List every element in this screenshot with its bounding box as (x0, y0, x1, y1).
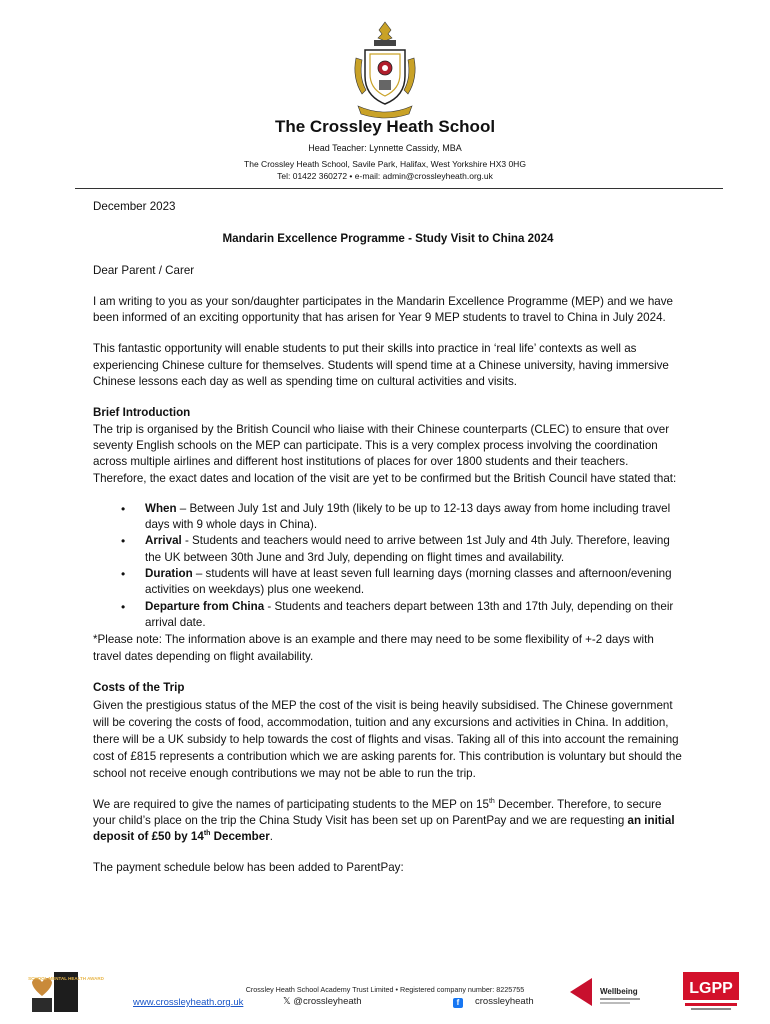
school-contact: Tel: 01422 360272 • e-mail: admin@crossleyheath.org.uk (277, 171, 493, 181)
letter-date: December 2023 (93, 200, 176, 213)
req-sup-1: th (488, 797, 495, 805)
lgpp-text: LGPP (689, 980, 733, 997)
deposit-text: an initial deposit of £50 by 14 (93, 813, 675, 844)
list-item-term: Arrival (145, 534, 182, 548)
head-teacher: Head Teacher: Lynnette Cassidy, MBA (308, 143, 462, 153)
facebook-handle-wrap[interactable] (453, 996, 534, 1008)
x-icon: 𝕏 (283, 996, 294, 1007)
list-item-term: When (145, 501, 177, 515)
requirement-paragraph (93, 797, 683, 846)
badge-text: SCHOOL MENTAL HEALTH AWARD (28, 976, 104, 981)
header-divider (75, 188, 723, 189)
salutation: Dear Parent / Carer (93, 263, 195, 277)
req-sup-2: th (203, 830, 211, 838)
paragraph-1: I am writing to you as your son/daughter participates in the Mandarin Excellence Programme (MEP) and we have been informed of an exciting opportunity that has arisen for Year 9 MEP students to travel to China in July 2024. (93, 294, 673, 325)
letter-subject: Mandarin Excellence Programme - Study Visit to China 2024 (222, 232, 554, 246)
facebook-handle: crossleyheath (475, 996, 534, 1007)
deposit-date: December (210, 830, 270, 844)
paragraph-2: This fantastic opportunity will enable students to put their skills into practice in ‘real life’ contexts as well as experiencing Chinese culture for themselves. Students will spend time at a Chinese university, having immersive Chinese lessons each day as well as spending time on cultural activities and visits. (93, 342, 669, 389)
wellbeing-text: Wellbeing (600, 987, 638, 996)
letter-body (93, 199, 683, 877)
details-list (93, 501, 683, 631)
list-item-text: – students will have at least seven full learning days (morning classes and afternoon/evening activities on weekdays) plus one weekend. (145, 567, 672, 597)
list-item-text: - Students and teachers depart between 13th and 17th July, depending on their arrival date. (145, 599, 674, 629)
twitter-handle-wrap[interactable] (283, 996, 362, 1007)
list-item-term: Duration (145, 567, 193, 581)
wellbeing-logo (570, 976, 670, 1008)
list-item-text: - Students and teachers would need to arrive between 1st July and 4th July. Therefore, leaving the UK between 30th June and 3rd July, depending on flight times and availability. (145, 534, 670, 564)
costs-text: Given the prestigious status of the MEP the cost of the visit is being heavily subsidised. The Chinese government will be covering the costs of food, accommodation, tuition and any excursions and activities in China. In addition, there will be a UK subsidy to help towards the cost of flights and visas. Taking all of this into account the remaining cost of £815 represents a contribution which we are asking parents for. This contribution is voluntary but should the school not receive enough contributions we may not be able to run the trip. (93, 698, 682, 780)
list-item (145, 533, 683, 566)
twitter-handle: @crossleyheath (293, 996, 362, 1007)
list-item (145, 566, 683, 599)
school-address: The Crossley Heath School, Savile Park, Halifax, West Yorkshire HX3 0HG (244, 159, 526, 169)
list-item-term: Departure from China (145, 599, 265, 613)
mental-health-award-logo (28, 968, 104, 1014)
intro-heading: Brief Introduction (93, 406, 191, 420)
school-name: The Crossley Heath School (274, 117, 496, 136)
website-link[interactable]: www.crossleyheath.org.uk (133, 997, 244, 1008)
school-crest-logo (352, 20, 418, 120)
facebook-icon: f (453, 998, 463, 1008)
intro-text: The trip is organised by the British Council who liaise with their Chinese counterparts (CLEC) to ensure that over seventy English schools on the MEP can participate. This is a very complex process involving the coordination across multiple airlines and different host institutions of places for over 1800 students and their teachers. Therefore, the exact dates and location of the visit are yet to be confirmed but the British Council have stated that: (93, 422, 677, 485)
flexibility-note: *Please note: The information above is an example and there may need to be some flexibility of +-2 days with travel dates depending on flight availability. (93, 633, 654, 664)
req-text-2: December. Therefore, to secure your child’s place on the trip the China Study Visit has been set up on ParentPay and we are requesting (93, 797, 662, 827)
payment-schedule-text: The payment schedule below has been added to ParentPay: (93, 861, 404, 875)
lgpp-logo (683, 972, 739, 1012)
req-end: . (269, 830, 273, 844)
costs-heading: Costs of the Trip (93, 681, 185, 695)
list-item (145, 599, 683, 632)
list-item (145, 501, 683, 534)
footer-company: Crossley Heath School Academy Trust Limited • Registered company number: 8225755 (245, 985, 525, 994)
req-text-1: We are required to give the names of participating students to the MEP on 15 (93, 797, 489, 811)
list-item-text: – Between July 1st and July 19th (likely to be up to 12-13 days away from home including travel days with 9 whole days in China). (145, 501, 671, 532)
